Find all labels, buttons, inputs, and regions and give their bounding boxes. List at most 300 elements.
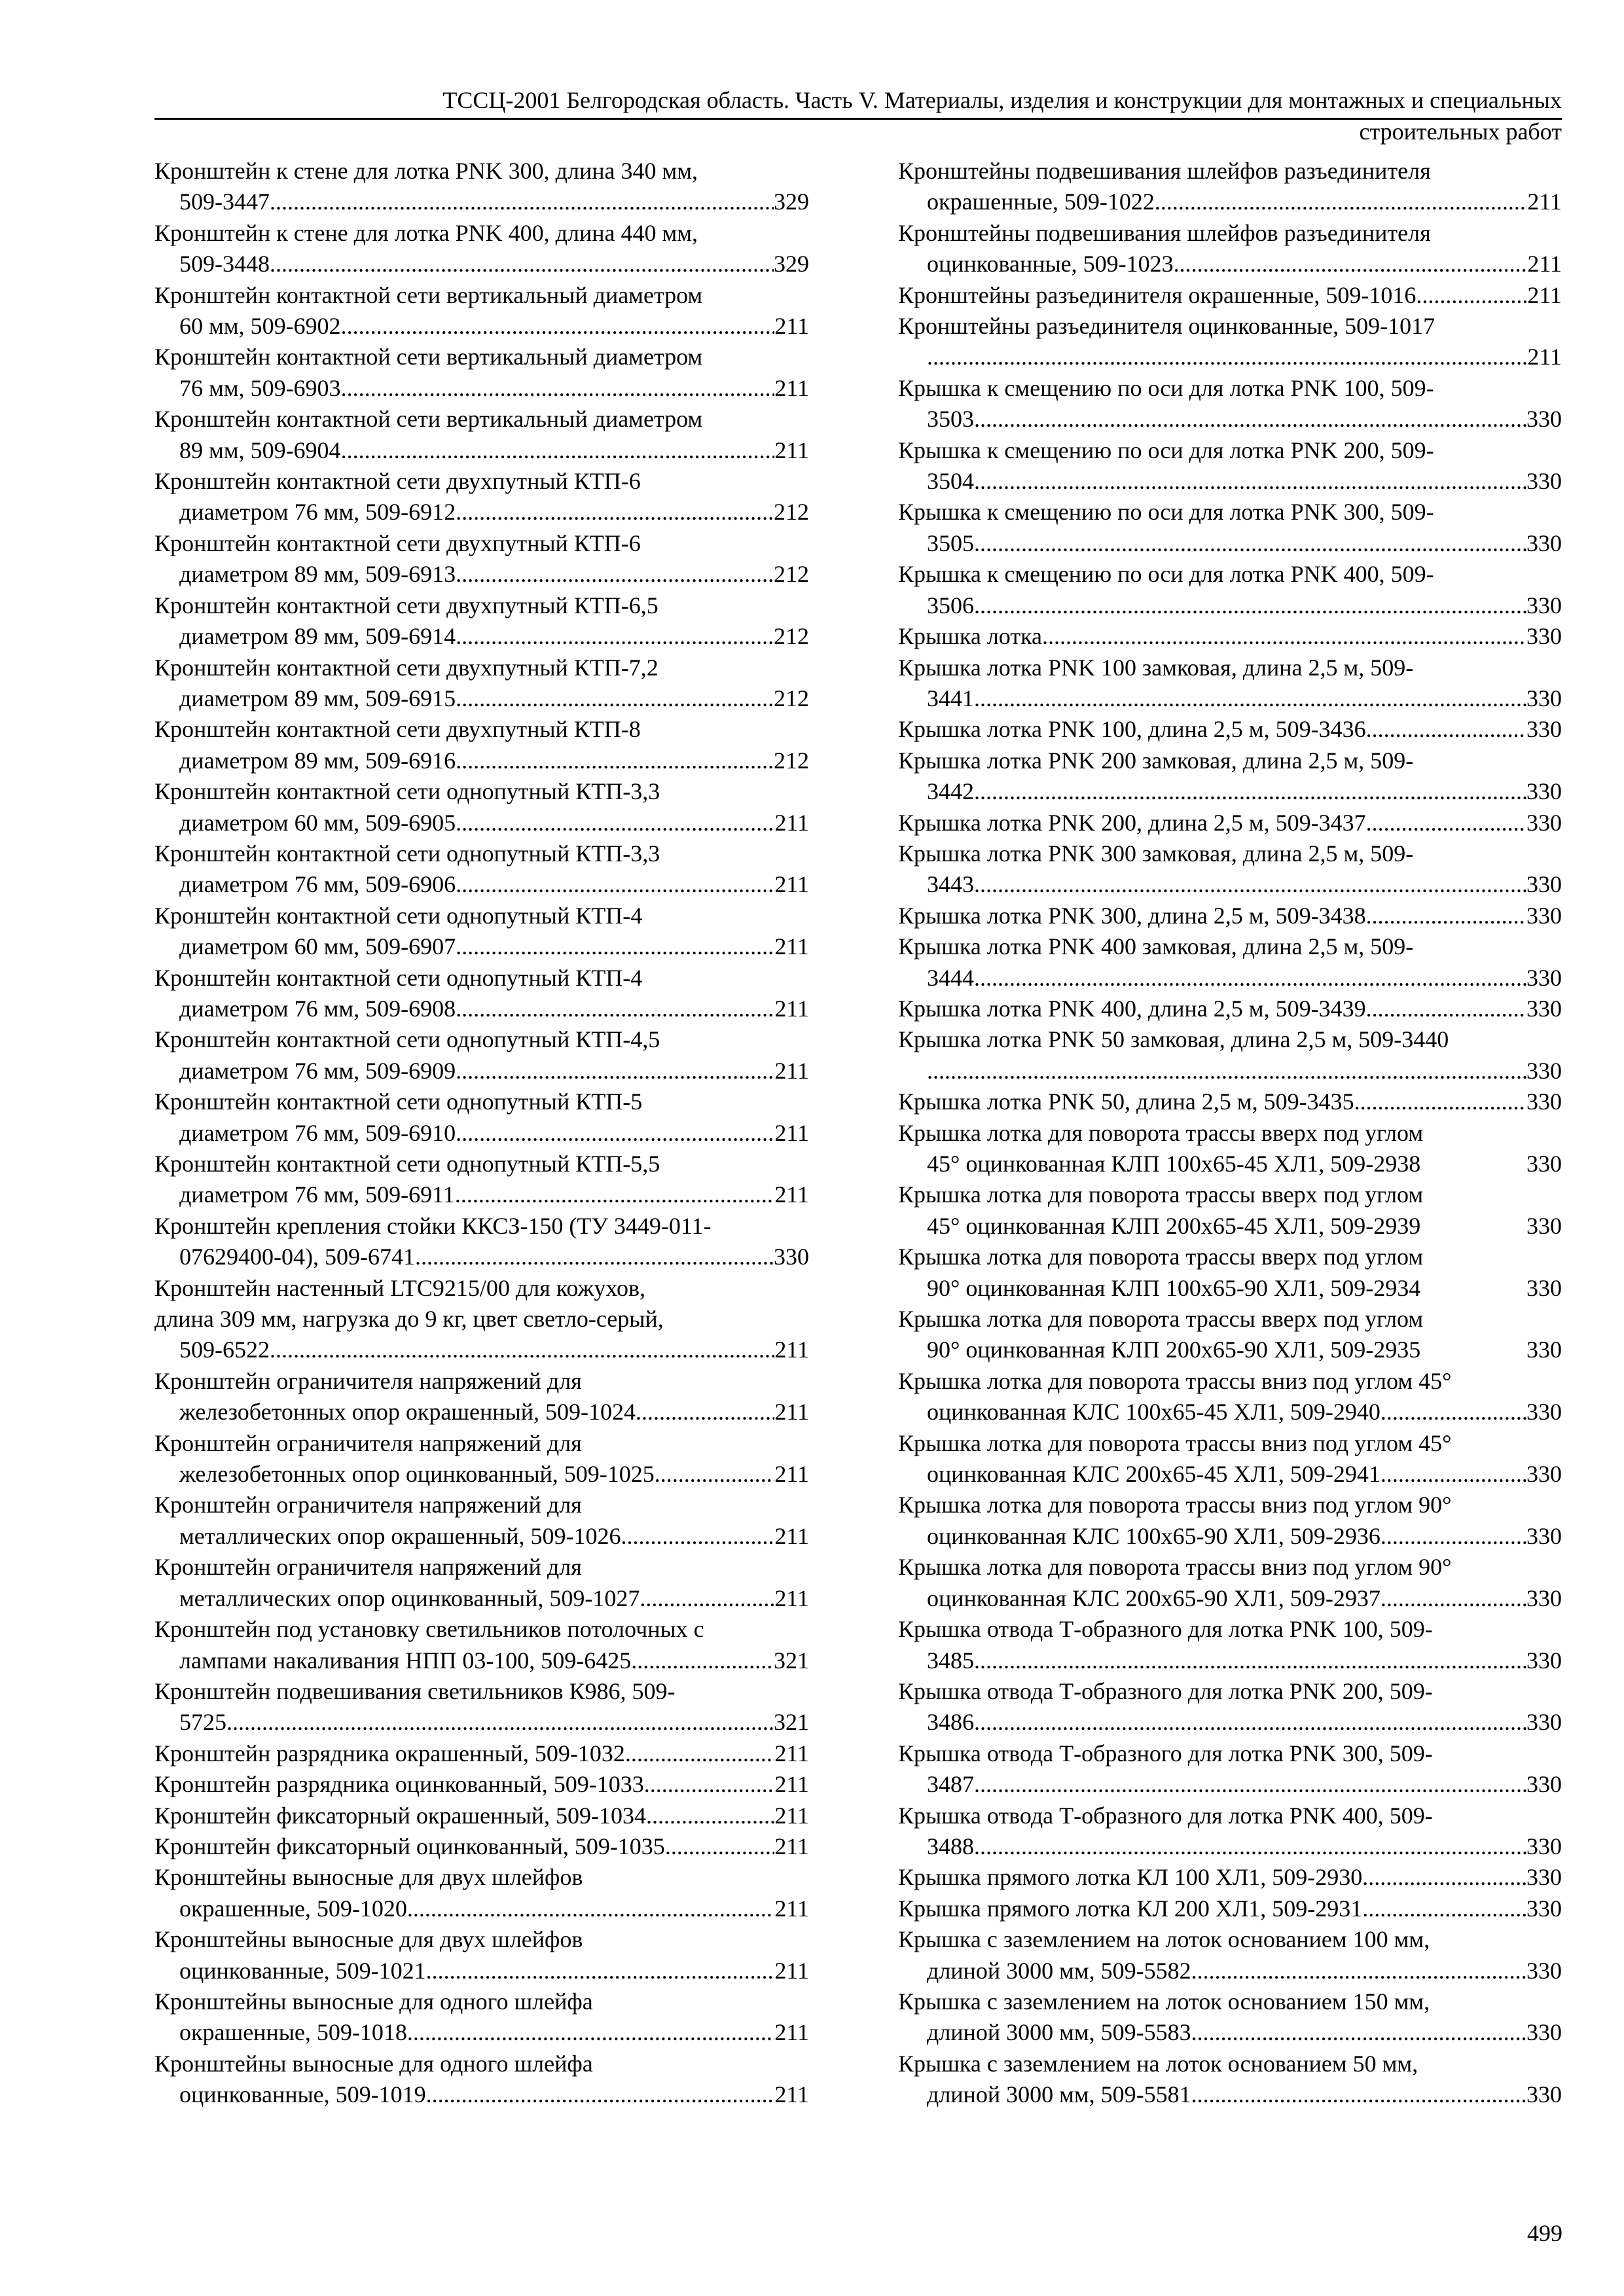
dot-leader <box>426 2079 775 2110</box>
entry-page-ref: 330 <box>1526 592 1562 619</box>
entry-continuation: 3505 <box>927 529 974 556</box>
entry-page-ref: 330 <box>1526 902 1562 929</box>
entry-title: Кронштейн контактной сети однопутный КТП-4 <box>154 964 643 991</box>
entry-continuation: 509-6522 <box>179 1336 270 1363</box>
entry-page-ref: 330 <box>1526 1399 1562 1426</box>
entry-continuation: диаметром 89 мм, 509-6913 <box>179 561 456 588</box>
entry-page-ref: 330 <box>1526 1212 1562 1239</box>
entry-title: Кронштейн ограничителя напряжений для <box>154 1367 582 1394</box>
entry-page-ref: 330 <box>1526 1057 1562 1084</box>
entry-page-ref: 330 <box>1526 529 1562 556</box>
dot-leader <box>341 311 775 342</box>
entry-continuation: диаметром 76 мм, 509-6908 <box>179 995 456 1022</box>
entry-title: Кронштейн контактной сети однопутный КТП-3,3 <box>154 778 660 805</box>
index-entry <box>898 1242 1562 1304</box>
entry-leader-line <box>898 1086 1562 1117</box>
entry-page-ref: 211 <box>774 1461 809 1488</box>
entry-leader-line <box>154 1769 809 1800</box>
dot-leader <box>1362 1893 1526 1924</box>
index-entry <box>898 653 1562 715</box>
entry-continuation: Крышка лотка PNK 100, длина 2,5 м, 509-3436 <box>898 716 1366 743</box>
index-entry <box>154 1211 809 1273</box>
entry-page-ref: 330 <box>1526 623 1562 650</box>
entry-page-ref: 330 <box>1526 1709 1562 1736</box>
index-entry <box>898 559 1562 621</box>
entry-continuation: 3503 <box>927 406 974 433</box>
entry-title: Кронштейн контактной сети двухпутный КТП-7,2 <box>154 654 659 681</box>
dot-leader <box>456 869 774 900</box>
dot-leader <box>1362 1862 1526 1893</box>
entry-leader-line <box>898 280 1562 311</box>
entry-title: Крышка лотка PNK 400 замковая, длина 2,5 м, 509- <box>898 933 1414 960</box>
dot-leader <box>1366 994 1526 1024</box>
index-entry <box>898 1179 1562 1242</box>
entry-page-ref: 211 <box>774 1057 809 1084</box>
dot-leader <box>456 559 774 590</box>
entry-page-ref: 211 <box>774 2081 809 2108</box>
entry-leader-line <box>898 901 1562 931</box>
entry-leader-line <box>898 342 1562 372</box>
dot-leader <box>426 1956 775 1986</box>
index-entry <box>154 1149 809 1211</box>
entry-continuation: оцинкованная КЛС 200х65-45 ХЛ1, 509-2941 <box>927 1461 1380 1488</box>
entry-leader-line <box>154 1179 809 1210</box>
entry-leader-line <box>898 808 1562 838</box>
dot-leader <box>974 1707 1526 1738</box>
entry-leader-line <box>898 714 1562 745</box>
entry-title: Кронштейн контактной сети двухпутный КТП-6 <box>154 529 641 556</box>
entry-page-ref: 330 <box>1526 1336 1562 1363</box>
index-entry <box>898 1614 1562 1676</box>
entry-continuation: 60 мм, 509-6902 <box>179 313 341 340</box>
entry-continuation: Кронштейн фиксаторный окрашенный, 509-1034 <box>154 1802 647 1829</box>
index-entry <box>154 901 809 963</box>
entry-leader-line <box>898 1397 1562 1427</box>
entry-title: Кронштейн контактной сети однопутный КТП-4,5 <box>154 1026 660 1053</box>
entry-continuation: 3486 <box>927 1709 974 1736</box>
index-entry <box>154 466 809 528</box>
entry-leader-line <box>154 869 809 900</box>
index-entry <box>898 1552 1562 1614</box>
entry-leader-line <box>154 1583 809 1614</box>
entry-leader-line <box>898 1211 1562 1242</box>
entry-title: Крышка лотка для поворота трассы вверх под углом <box>898 1306 1424 1333</box>
entry-leader-line <box>898 1645 1562 1676</box>
index-entry <box>898 1024 1562 1086</box>
entry-continuation: 509-3447 <box>179 188 270 215</box>
entry-continuation: окрашенные, 509-1020 <box>179 1895 407 1922</box>
entry-title: Кронштейны выносные для двух шлейфов <box>154 1864 583 1891</box>
entry-continuation: Кронштейн разрядника окрашенный, 509-1032 <box>154 1740 625 1767</box>
entry-leader-line <box>154 1056 809 1086</box>
index-entry <box>154 838 809 901</box>
entry-page-ref: 211 <box>1527 281 1562 308</box>
entry-continuation: длиной 3000 мм, 509-5581 <box>927 2081 1191 2108</box>
entry-continuation: 90° оцинкованная КЛП 100х65-90 ХЛ1, 509-2934 <box>927 1274 1421 1301</box>
entry-title: Кронштейн настенный LTC9215/00 для кожухов, <box>154 1274 645 1301</box>
entry-continuation: Кронштейн фиксаторный оцинкованный, 509-1035 <box>154 1833 665 1859</box>
entry-title: Крышка лотка для поворота трассы вверх под углом <box>898 1244 1424 1270</box>
dot-leader <box>455 1179 775 1210</box>
dot-leader <box>226 1707 774 1738</box>
dot-leader <box>646 1801 774 1831</box>
entry-continuation: диаметром 89 мм, 509-6915 <box>179 685 456 711</box>
dot-leader <box>927 1056 1526 1086</box>
index-entry <box>154 776 809 838</box>
entry-page-ref: 329 <box>774 251 809 278</box>
entry-title: Кронштейн ограничителя напряжений для <box>154 1554 582 1581</box>
entry-leader-line <box>898 187 1562 217</box>
entry-page-ref: 330 <box>1526 1771 1562 1798</box>
entry-title: Крышка лотка PNK 200 замковая, длина 2,5 м, 509- <box>898 747 1414 774</box>
dot-leader <box>974 963 1526 994</box>
entry-page-ref: 330 <box>1526 1833 1562 1859</box>
index-entry <box>898 808 1562 838</box>
entry-page-ref: 330 <box>1526 1895 1562 1922</box>
entry-title: Крышка к смещению по оси для лотка PNK 300, 509- <box>898 499 1434 526</box>
entry-title: длина 309 мм, нагрузка до 9 кг, цвет светло-серый, <box>154 1306 664 1333</box>
entry-continuation: оцинкованные, 509-1019 <box>179 2081 426 2108</box>
entry-continuation: 45° оцинкованная КЛП 200х65-45 ХЛ1, 509-2939 <box>927 1212 1421 1239</box>
entry-leader-line <box>154 311 809 342</box>
index-entry <box>154 1986 809 2049</box>
dot-leader <box>974 683 1526 714</box>
entry-title: Крышка отвода Т-образного для лотка PNK 100, 509- <box>898 1616 1433 1643</box>
entry-continuation: диаметром 76 мм, 509-6912 <box>179 499 456 526</box>
entry-title: Кронштейн контактной сети двухпутный КТП-8 <box>154 716 641 743</box>
dot-leader <box>1191 1956 1526 1986</box>
index-entry <box>898 1676 1562 1738</box>
entry-continuation: диаметром 60 мм, 509-6905 <box>179 809 456 836</box>
dot-leader <box>1366 714 1526 745</box>
index-column-left <box>154 156 809 2111</box>
index-entry <box>898 1490 1562 1552</box>
dot-leader <box>1191 2079 1526 2110</box>
entry-leader-line <box>898 963 1562 994</box>
entry-continuation: 5725 <box>179 1709 226 1736</box>
entry-page-ref: 211 <box>774 1957 809 1984</box>
entry-leader-line <box>154 2017 809 2048</box>
entry-page-ref: 330 <box>1526 468 1562 495</box>
entry-leader-line <box>898 404 1562 435</box>
entry-page-ref: 212 <box>774 499 809 526</box>
dot-leader <box>456 1056 774 1086</box>
entry-leader-line <box>154 497 809 528</box>
index-entry <box>898 621 1562 652</box>
entry-leader-line <box>154 2079 809 2110</box>
entry-leader-line <box>898 1149 1562 1179</box>
entry-title: Крышка отвода Т-образного для лотка PNK 200, 509- <box>898 1677 1433 1704</box>
entry-page-ref: 211 <box>774 437 809 463</box>
entry-leader-line <box>898 1056 1562 1086</box>
entry-continuation: 3443 <box>927 871 974 898</box>
entry-page-ref: 330 <box>1526 1585 1562 1611</box>
dot-leader <box>1042 621 1526 652</box>
entry-leader-line <box>154 1956 809 1986</box>
entry-leader-line <box>898 683 1562 714</box>
index-entry <box>154 1676 809 1738</box>
page-number: 499 <box>1527 2220 1562 2246</box>
entry-leader-line <box>154 1738 809 1769</box>
index-entry <box>898 373 1562 435</box>
dot-leader <box>1174 249 1528 279</box>
entry-continuation: железобетонных опор оцинкованный, 509-1025 <box>179 1461 655 1488</box>
dot-leader <box>1354 1086 1526 1117</box>
dot-leader <box>270 187 774 217</box>
entry-page-ref: 330 <box>774 1244 809 1270</box>
entry-leader-line <box>898 2017 1562 2048</box>
entry-leader-line <box>154 559 809 590</box>
entry-title: Крышка лотка для поворота трассы вверх под углом <box>898 1181 1424 1208</box>
dot-leader <box>270 249 774 279</box>
entry-continuation: Крышка лотка <box>898 623 1042 650</box>
entry-title: Крышка с заземлением на лоток основанием 100 мм, <box>898 1926 1430 1953</box>
entry-continuation: диаметром 76 мм, 509-6906 <box>179 871 456 898</box>
entry-continuation: оцинкованная КЛС 200х65-90 ХЛ1, 509-2937 <box>927 1585 1380 1611</box>
entry-continuation: оцинкованная КЛС 100х65-45 ХЛ1, 509-2940 <box>927 1399 1380 1426</box>
entry-continuation: 509-3448 <box>179 251 270 278</box>
entry-title: Крышка лотка для поворота трассы вниз под углом 90° <box>898 1492 1452 1518</box>
entry-title: Кронштейн контактной сети вертикальный диаметром <box>154 406 703 433</box>
entry-leader-line <box>154 1707 809 1738</box>
entry-continuation: 3442 <box>927 778 974 805</box>
entry-continuation: 3504 <box>927 468 974 495</box>
entry-title: Кронштейн ограничителя напряжений для <box>154 1429 582 1456</box>
index-entry <box>154 1801 809 1831</box>
entry-continuation: оцинкованные, 509-1023 <box>927 251 1174 278</box>
dot-leader <box>927 342 1527 372</box>
entry-page-ref: 330 <box>1526 685 1562 711</box>
dot-leader <box>640 1583 774 1614</box>
entry-page-ref: 330 <box>1526 1461 1562 1488</box>
entry-continuation: металлических опор оцинкованный, 509-1027 <box>179 1585 640 1611</box>
dot-leader <box>974 1831 1526 1862</box>
index-entry <box>898 994 1562 1024</box>
index-entry <box>898 931 1562 994</box>
index-entry <box>154 1769 809 1800</box>
entry-continuation: Кронштейны разъединителя окрашенные, 509-1016 <box>898 281 1416 308</box>
entry-continuation: Крышка прямого лотка КЛ 100 ХЛ1, 509-2930 <box>898 1864 1363 1891</box>
entry-title: Кронштейны разъединителя оцинкованные, 509-1017 <box>898 313 1435 340</box>
entry-leader-line <box>898 1831 1562 1862</box>
index-entry <box>154 2049 809 2111</box>
entry-continuation: 90° оцинкованная КЛП 200х65-90 ХЛ1, 509-2935 <box>927 1336 1421 1363</box>
entry-leader-line <box>154 1335 809 1365</box>
entry-leader-line <box>154 621 809 652</box>
entry-continuation: оцинкованная КЛС 100х65-90 ХЛ1, 509-2936 <box>927 1522 1380 1549</box>
entry-page-ref: 211 <box>774 1740 809 1767</box>
entry-continuation: диаметром 60 мм, 509-6907 <box>179 933 456 960</box>
entry-title: Кронштейны выносные для двух шлейфов <box>154 1926 583 1953</box>
index-entry <box>898 2049 1562 2111</box>
entry-leader-line <box>154 373 809 404</box>
entry-page-ref: 211 <box>774 871 809 898</box>
index-entry <box>154 590 809 653</box>
dot-leader <box>407 1893 774 1924</box>
index-entry <box>898 1801 1562 1863</box>
entry-page-ref: 212 <box>774 561 809 588</box>
index-entry <box>154 404 809 466</box>
index-entry <box>898 1986 1562 2049</box>
entry-continuation: 3488 <box>927 1833 974 1859</box>
dot-leader <box>665 1831 775 1862</box>
entry-page-ref: 330 <box>1526 1522 1562 1549</box>
entry-leader-line <box>898 1583 1562 1614</box>
entry-title: Кронштейн контактной сети однопутный КТП-4 <box>154 902 643 929</box>
entry-title: Крышка к смещению по оси для лотка PNK 400, 509- <box>898 561 1434 588</box>
index-entry <box>154 1614 809 1676</box>
entry-title: Крышка лотка для поворота трассы вниз под углом 45° <box>898 1367 1452 1394</box>
entry-page-ref: 211 <box>774 1336 809 1363</box>
dot-leader <box>655 1459 775 1490</box>
dot-leader <box>974 404 1526 435</box>
running-header <box>154 84 1562 120</box>
entry-continuation: оцинкованные, 509-1021 <box>179 1957 426 1984</box>
index-entry <box>898 1086 1562 1117</box>
dot-leader <box>974 528 1526 559</box>
entry-title: Кронштейны подвешивания шлейфов разъединителя <box>898 219 1431 246</box>
dot-leader <box>1380 1459 1526 1490</box>
index-entry <box>898 280 1562 311</box>
entry-title: Кронштейны выносные для одного шлейфа <box>154 1988 593 2015</box>
entry-title: Крышка с заземлением на лоток основанием 150 мм, <box>898 1988 1430 2015</box>
entry-continuation: Крышка прямого лотка КЛ 200 ХЛ1, 509-2931 <box>898 1895 1363 1922</box>
entry-continuation: железобетонных опор окрашенный, 509-1024 <box>179 1399 636 1426</box>
entry-title: Крышка лотка для поворота трассы вверх под углом <box>898 1119 1424 1146</box>
entry-continuation: диаметром 89 мм, 509-6916 <box>179 747 456 774</box>
entry-leader-line <box>154 994 809 1024</box>
entry-title: Крышка к смещению по оси для лотка PNK 200, 509- <box>898 437 1434 463</box>
entry-leader-line <box>898 1273 1562 1304</box>
index-entry <box>154 714 809 776</box>
index-entry <box>154 1366 809 1428</box>
dot-leader <box>1366 808 1526 838</box>
entry-continuation: 89 мм, 509-6904 <box>179 437 341 463</box>
entry-leader-line <box>154 745 809 776</box>
dot-leader <box>415 1242 774 1272</box>
dot-leader <box>456 683 774 714</box>
dot-leader <box>625 1738 774 1769</box>
entry-leader-line <box>898 1335 1562 1365</box>
entry-leader-line <box>898 528 1562 559</box>
dot-leader <box>974 1769 1526 1800</box>
entry-leader-line <box>898 994 1562 1024</box>
entry-continuation: 3506 <box>927 592 974 619</box>
entry-page-ref: 330 <box>1526 964 1562 991</box>
entry-title: Кронштейн контактной сети однопутный КТП-3,3 <box>154 840 660 867</box>
entry-page-ref: 211 <box>774 1833 809 1859</box>
entry-page-ref: 211 <box>774 2019 809 2046</box>
entry-page-ref: 212 <box>774 685 809 711</box>
dot-leader <box>974 776 1526 807</box>
entry-continuation: Крышка лотка PNK 50, длина 2,5 м, 509-3435 <box>898 1088 1354 1115</box>
index-entry <box>898 497 1562 559</box>
entry-page-ref: 211 <box>1527 251 1562 278</box>
entry-continuation: диаметром 76 мм, 509-6911 <box>179 1181 455 1208</box>
entry-continuation: диаметром 76 мм, 509-6909 <box>179 1057 456 1084</box>
entry-page-ref: 211 <box>774 1399 809 1426</box>
index-entry <box>898 311 1562 373</box>
dot-leader <box>456 1118 774 1149</box>
entry-leader-line <box>898 590 1562 621</box>
index-entry <box>154 1024 809 1086</box>
index-entry <box>898 901 1562 931</box>
entry-page-ref: 211 <box>774 1522 809 1549</box>
entry-title: Крышка лотка для поворота трассы вниз под углом 90° <box>898 1554 1452 1581</box>
dot-leader <box>456 745 774 776</box>
entry-page-ref: 330 <box>1526 1957 1562 1984</box>
entry-continuation: диаметром 89 мм, 509-6914 <box>179 623 456 650</box>
entry-page-ref: 330 <box>1526 995 1562 1022</box>
dot-leader <box>974 869 1526 900</box>
index-entry <box>154 963 809 1025</box>
dot-leader <box>636 1397 774 1427</box>
entry-page-ref: 330 <box>1526 809 1562 836</box>
index-entry <box>898 156 1562 218</box>
entry-title: Кронштейны подвешивания шлейфов разъединителя <box>898 158 1431 184</box>
dot-leader <box>974 466 1526 497</box>
entry-leader-line <box>898 776 1562 807</box>
entry-title: Кронштейн подвешивания светильников К986, 509- <box>154 1677 676 1704</box>
index-entry <box>154 1738 809 1769</box>
entry-leader-line <box>154 435 809 466</box>
entry-page-ref: 330 <box>1526 1647 1562 1674</box>
entry-page-ref: 330 <box>1526 871 1562 898</box>
entry-page-ref: 211 <box>774 995 809 1022</box>
dot-leader <box>407 2017 774 2048</box>
dot-leader <box>621 1521 775 1552</box>
dot-leader <box>270 1335 774 1365</box>
entry-leader-line <box>154 683 809 714</box>
entry-title: Кронштейн к стене для лотка PNK 300, длина 340 мм, <box>154 158 698 184</box>
entry-leader-line <box>898 1862 1562 1893</box>
entry-page-ref: 330 <box>1526 1864 1562 1891</box>
entry-page-ref: 211 <box>774 313 809 340</box>
entry-continuation: Крышка лотка PNK 200, длина 2,5 м, 509-3437 <box>898 809 1366 836</box>
entry-continuation: Крышка лотка PNK 400, длина 2,5 м, 509-3439 <box>898 995 1366 1022</box>
entry-title: Кронштейн контактной сети однопутный КТП-5,5 <box>154 1151 660 1177</box>
entry-leader-line <box>154 1397 809 1427</box>
entry-leader-line <box>154 187 809 217</box>
entry-leader-line <box>154 1893 809 1924</box>
index-entry <box>898 1893 1562 1924</box>
entry-page-ref: 321 <box>774 1709 809 1736</box>
entry-continuation: 3485 <box>927 1647 974 1674</box>
entry-page-ref: 212 <box>774 623 809 650</box>
entry-title: Крышка с заземлением на лоток основанием 50 мм, <box>898 2050 1418 2077</box>
entry-continuation: окрашенные, 509-1022 <box>927 188 1155 215</box>
dot-leader <box>341 435 775 466</box>
entry-title: Кронштейн ограничителя напряжений для <box>154 1492 582 1518</box>
entry-leader-line <box>154 1801 809 1831</box>
index-entry <box>898 745 1562 808</box>
entry-continuation: 3487 <box>927 1771 974 1798</box>
entry-continuation: диаметром 76 мм, 509-6910 <box>179 1119 456 1146</box>
index-entry <box>154 156 809 218</box>
dot-leader <box>644 1769 775 1800</box>
entry-continuation: Кронштейн разрядника оцинкованный, 509-1033 <box>154 1771 644 1798</box>
running-header-line2: строительных работ <box>1359 118 1562 145</box>
dot-leader <box>456 621 774 652</box>
entry-title: Кронштейн контактной сети вертикальный диаметром <box>154 344 703 370</box>
entry-page-ref: 211 <box>774 1181 809 1208</box>
entry-page-ref: 212 <box>774 747 809 774</box>
index-entry <box>154 342 809 404</box>
dot-leader <box>456 808 774 838</box>
dot-leader <box>456 931 774 962</box>
entry-page-ref: 211 <box>774 809 809 836</box>
entry-continuation: окрашенные, 509-1018 <box>179 2019 407 2046</box>
